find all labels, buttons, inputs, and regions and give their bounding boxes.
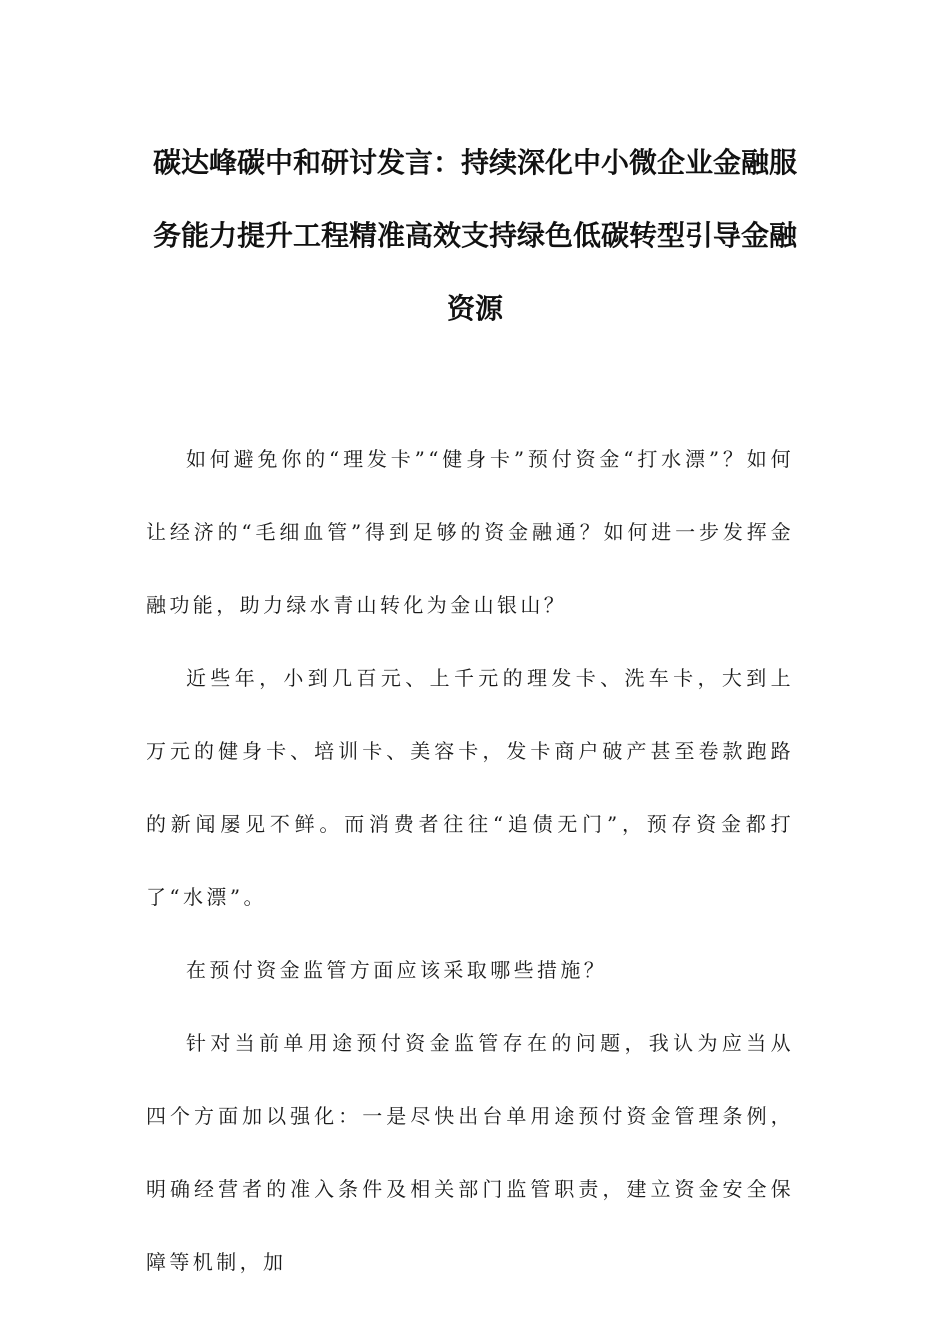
paragraph-1: 如何避免你的“理发卡”“健身卡”预付资金“打水漂”？如何让经济的“毛细血管”得到足够的资金融通？如何进一步发挥金融功能，助力绿水青山转化为金山银山？ bbox=[146, 447, 794, 617]
document-title bbox=[130, 126, 820, 345]
paragraph-2: 近些年，小到几百元、上千元的理发卡、洗车卡，大到上万元的健身卡、培训卡、美容卡，发卡商户破产甚至卷款跑路的新闻屡见不鲜。而消费者往往“追债无门”，预存资金都打了“水漂”。 bbox=[146, 666, 794, 909]
title-line-1: 碳达峰碳中和研讨发言：持续深化中小微企业金融服 bbox=[152, 146, 797, 179]
paragraph-4: 针对当前单用途预付资金监管存在的问题，我认为应当从四个方面加以强化：一是尽快出台单用途预付资金管理条例，明确经营者的准入条件及相关部门监管职责，建立资金安全保障等机制，加 bbox=[146, 1031, 794, 1274]
document-body bbox=[146, 423, 794, 1299]
title-line-2: 务能力提升工程精准高效支持绿色低碳转型引导金融 bbox=[152, 219, 797, 252]
title-line-3: 资源 bbox=[446, 292, 503, 325]
paragraph-3: 在预付资金监管方面应该采取哪些措施？ bbox=[186, 958, 608, 982]
